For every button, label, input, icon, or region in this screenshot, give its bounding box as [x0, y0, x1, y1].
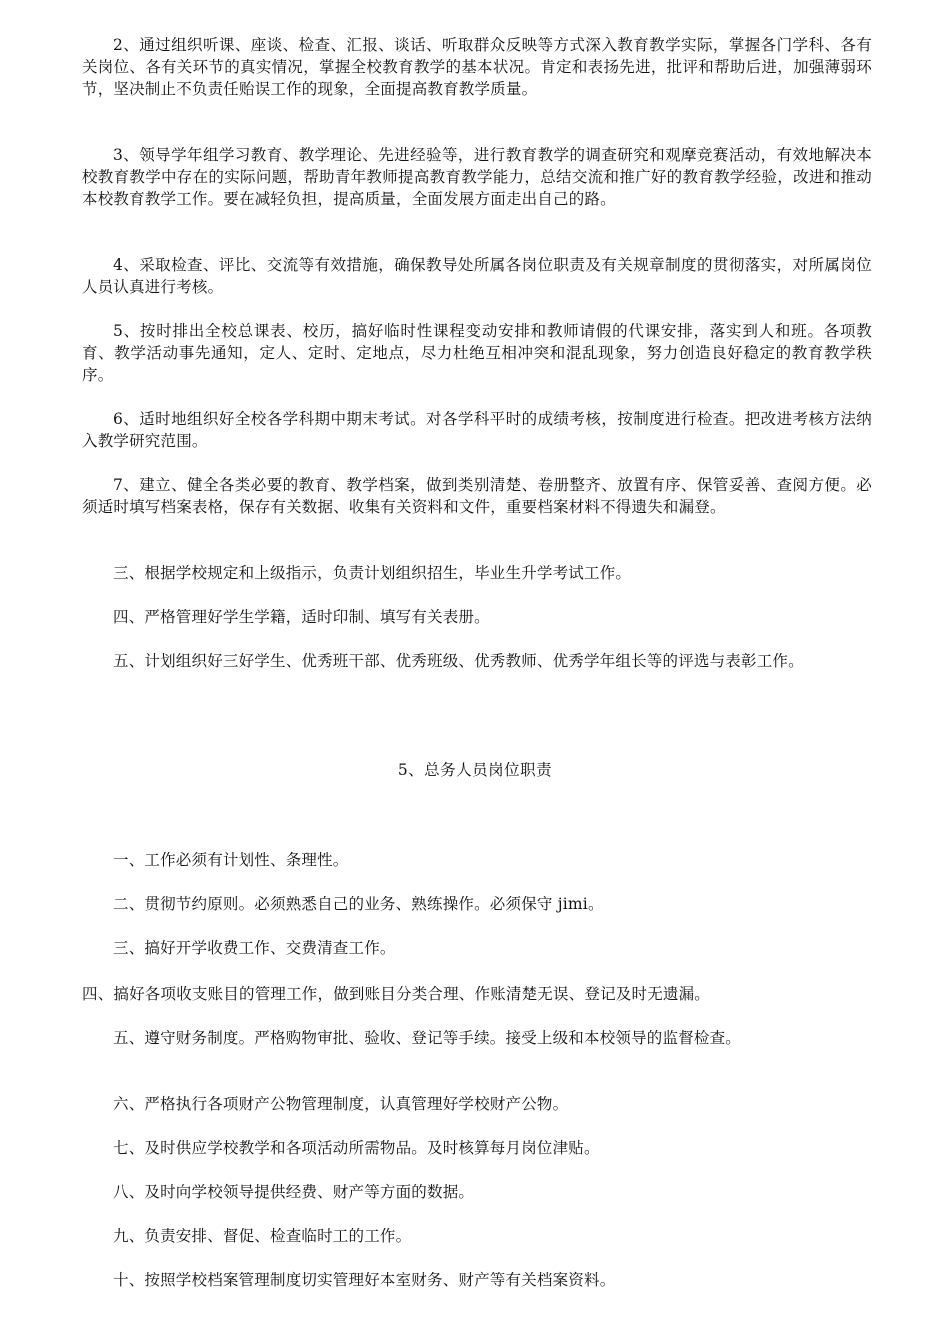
duty-item-7: 七、及时供应学校教学和各项活动所需物品。及时核算每月岗位津贴。: [113, 1139, 600, 1157]
paragraph-schedule: 5、按时排出全校总课表、校历，搞好临时性课程变动安排和教师请假的代课安排，落实到人和班。各项教育、教学活动事先通知，定人、定时、定地点，尽力杜绝互相冲突和混乱现象，努力创造良好稳定的教育教学秩序。: [82, 322, 872, 384]
duty-item-6: 六、严格执行各项财产公物管理制度，认真管理好学校财产公物。: [113, 1095, 569, 1113]
paragraph-inspection: 4、采取检查、评比、交流等有效措施，确保教导处所属各岗位职责及有关规章制度的贯彻落实，对所属岗位人员认真进行考核。: [82, 256, 872, 296]
duty-item-9: 九、负责安排、督促、检查临时工的工作。: [113, 1227, 412, 1245]
duty-item-8: 八、及时向学校领导提供经费、财产等方面的数据。: [113, 1183, 475, 1201]
paragraph-exams: 6、适时地组织好全校各学科期中期末考试。对各学科平时的成绩考核，按制度进行检查。把改进考核方法纳入教学研究范围。: [82, 410, 872, 450]
paragraph-supervision: 2、通过组织听课、座谈、检查、汇报、谈话、听取群众反映等方式深入教育教学实际，掌握各门学科、各有关岗位、各有关环节的真实情况，掌握全校教育教学的基本状况。肯定和表扬先进，批评和帮助后进，加强薄弱环节，坚决制止不负责任贻误工作的现象，全面提高教育教学质量。: [82, 36, 872, 98]
paragraph-awards: 五、计划组织好三好学生、优秀班干部、优秀班级、优秀教师、优秀学年组长等的评选与表彰工作。: [113, 652, 804, 670]
duty-item-1: 一、工作必须有计划性、条理性。: [113, 851, 349, 869]
paragraph-enrollment: 三、根据学校规定和上级指示，负责计划组织招生，毕业生升学考试工作。: [113, 564, 632, 582]
paragraph-archives: 7、建立、健全各类必要的教育、教学档案，做到类别清楚、卷册整齐、放置有序、保管妥善、查阅方便。必须适时填写档案表格，保存有关数据、收集有关资料和文件，重要档案材料不得遗失和漏登。: [82, 476, 872, 516]
section-heading: 5、总务人员岗位职责: [397, 761, 553, 779]
duty-item-3: 三、搞好开学收费工作、交费清查工作。: [113, 939, 396, 957]
duty-item-4: 四、搞好各项收支账目的管理工作，做到账目分类合理、作账清楚无误、登记及时无遗漏。: [82, 985, 711, 1003]
duty-item-2: 二、贯彻节约原则。必须熟悉自己的业务、熟练操作。必须保守 jimi。: [113, 895, 604, 913]
duty-item-10: 十、按照学校档案管理制度切实管理好本室财务、财产等有关档案资料。: [113, 1271, 616, 1289]
paragraph-student-records: 四、严格管理好学生学籍，适时印制、填写有关表册。: [113, 608, 490, 626]
paragraph-teaching-research: 3、领导学年组学习教育、教学理论、先进经验等，进行教育教学的调查研究和观摩竞赛活动，有效地解决本校教育教学中存在的实际问题，帮助青年教师提高教育教学能力，总结交流和推广好的教育教学经验，改进和推动本校教育教学工作。要在减轻负担，提高质量，全面发展方面走出自己的路。: [82, 146, 872, 208]
duty-item-5: 五、遵守财务制度。严格购物审批、验收、登记等手续。接受上级和本校领导的监督检查。: [113, 1029, 742, 1047]
